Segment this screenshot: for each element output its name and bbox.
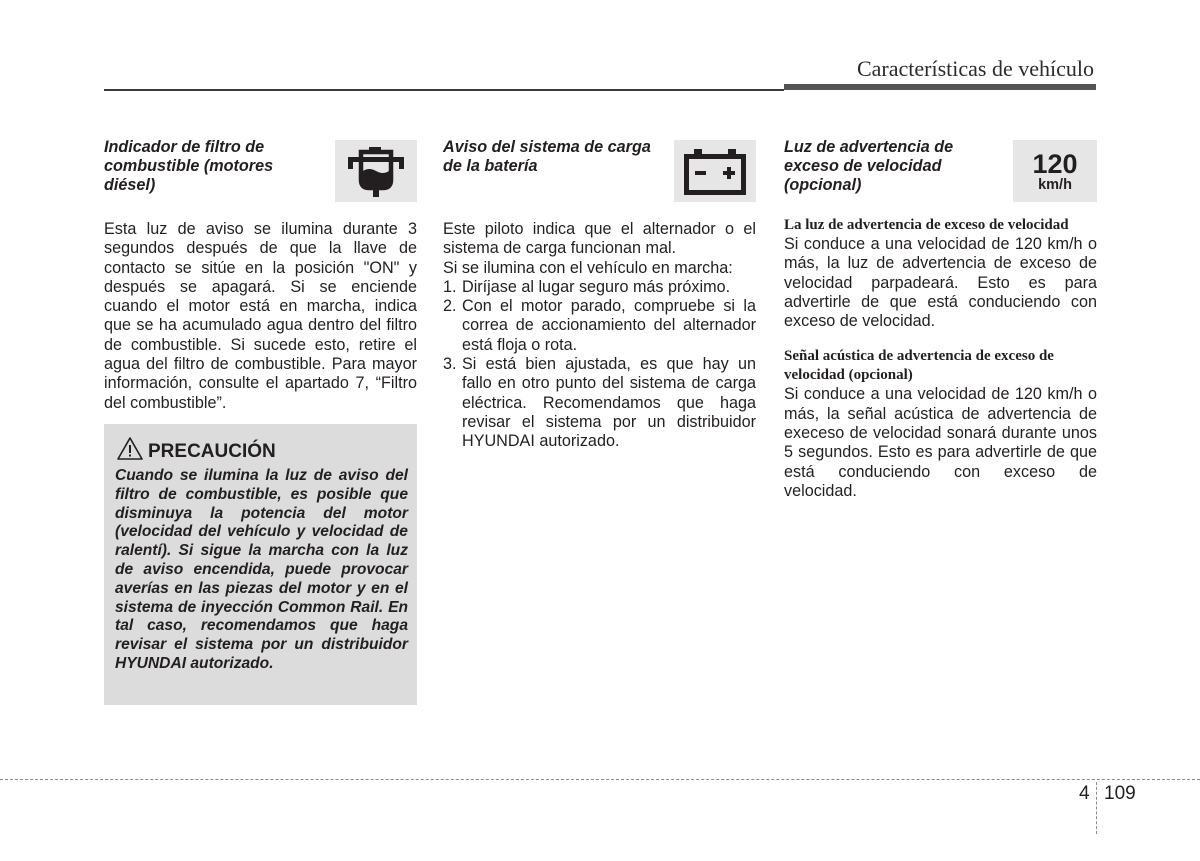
- section-lead: Si se ilumina con el vehículo en marcha:: [443, 258, 733, 277]
- subsection-body: Si conduce a una velocidad de 120 km/h o más, la luz de advertencia de exceso de velocidad parpadeará. Esto es para advertirle de que está conduciendo con exceso de velocidad.: [784, 235, 1097, 331]
- header-rule-accent: [784, 84, 1096, 90]
- caution-box: [104, 424, 417, 705]
- section-title: Aviso del sistema de carga de la batería: [443, 138, 651, 175]
- subsection-body: Si conduce a una velocidad de 120 km/h o más, la señal acústica de advertencia de execeso de velocidad sonará durante unos 5 segundos. Esto es para advertirle de que está conduciendo con exceso de velocidad.: [784, 385, 1097, 500]
- caution-text: Cuando se ilumina la luz de aviso del filtro de combustible, es posible que disminuya la potencia del motor (velocidad del vehículo y velocidad de ralentí). Si sigue la marcha con la luz de aviso encendida, puede provocar averías en las piezas del motor y en el sistema de inyección Common Rail. En tal caso, recomendamos que haga revisar el sistema por un distribuidor HYUNDAI autorizado.: [115, 467, 408, 672]
- caution-title: PRECAUCIÓN: [148, 441, 276, 462]
- header-rule: [104, 89, 784, 91]
- section-header: [443, 138, 756, 202]
- page-number: 109: [1104, 783, 1136, 804]
- speed-value: 120: [1032, 149, 1078, 179]
- speed-120-icon: [1013, 140, 1097, 202]
- battery-icon: [674, 140, 756, 202]
- steps-list: [443, 278, 756, 452]
- list-item: 1. Diríjase al lugar seguro más próximo.: [443, 277, 731, 296]
- list-item: 2. Con el motor parado, compruebe si la correa de accionamiento del alternador está floja o rota.: [443, 297, 756, 354]
- warning-triangle-icon: [116, 435, 144, 461]
- battery-charge-section: [443, 138, 756, 452]
- section-intro: Este piloto indica que el alternador o el sistema de carga funcionan mal.: [443, 220, 756, 258]
- section-title: Indicador de filtro de combustible (motores diésel): [104, 138, 274, 194]
- footer-rule: [0, 779, 1200, 780]
- section-header: [784, 138, 1097, 202]
- footer-divider: [1096, 782, 1097, 834]
- section-body: Esta luz de aviso se ilumina durante 3 segundos después de que la llave de contacto se sitúe en la posición "ON" y después se apagará. Si se enciende cuando el motor está en marcha, indica que se ha acumulado agua dentro del filtro de combustible. Si sucede esto, retire el agua del filtro de combustible. Para mayor información, consulte el apartado 7, “Filtro del combustible”.: [104, 220, 417, 412]
- section-title: Luz de advertencia de exceso de velocidad (opcional): [784, 138, 954, 194]
- overspeed-warning-section: [784, 138, 1097, 501]
- fuel-filter-section: [104, 138, 417, 413]
- subsection-title: Señal acústica de advertencia de exceso de velocidad (opcional): [784, 348, 1054, 384]
- section-header: [104, 138, 417, 202]
- speed-unit: km/h: [1038, 177, 1072, 193]
- fuel-filter-icon: [335, 140, 417, 202]
- chapter-number: 4: [1079, 783, 1090, 804]
- list-item: 3. Si está bien ajustada, es que hay un fallo en otro punto del sistema de carga eléctrica. Recomendamos que haga revisar el sistema por un distribuidor HYUNDAI autorizado.: [443, 355, 756, 451]
- chapter-title: Características de vehículo: [856, 56, 1094, 81]
- subsection-title: La luz de advertencia de exceso de velocidad: [784, 217, 1069, 233]
